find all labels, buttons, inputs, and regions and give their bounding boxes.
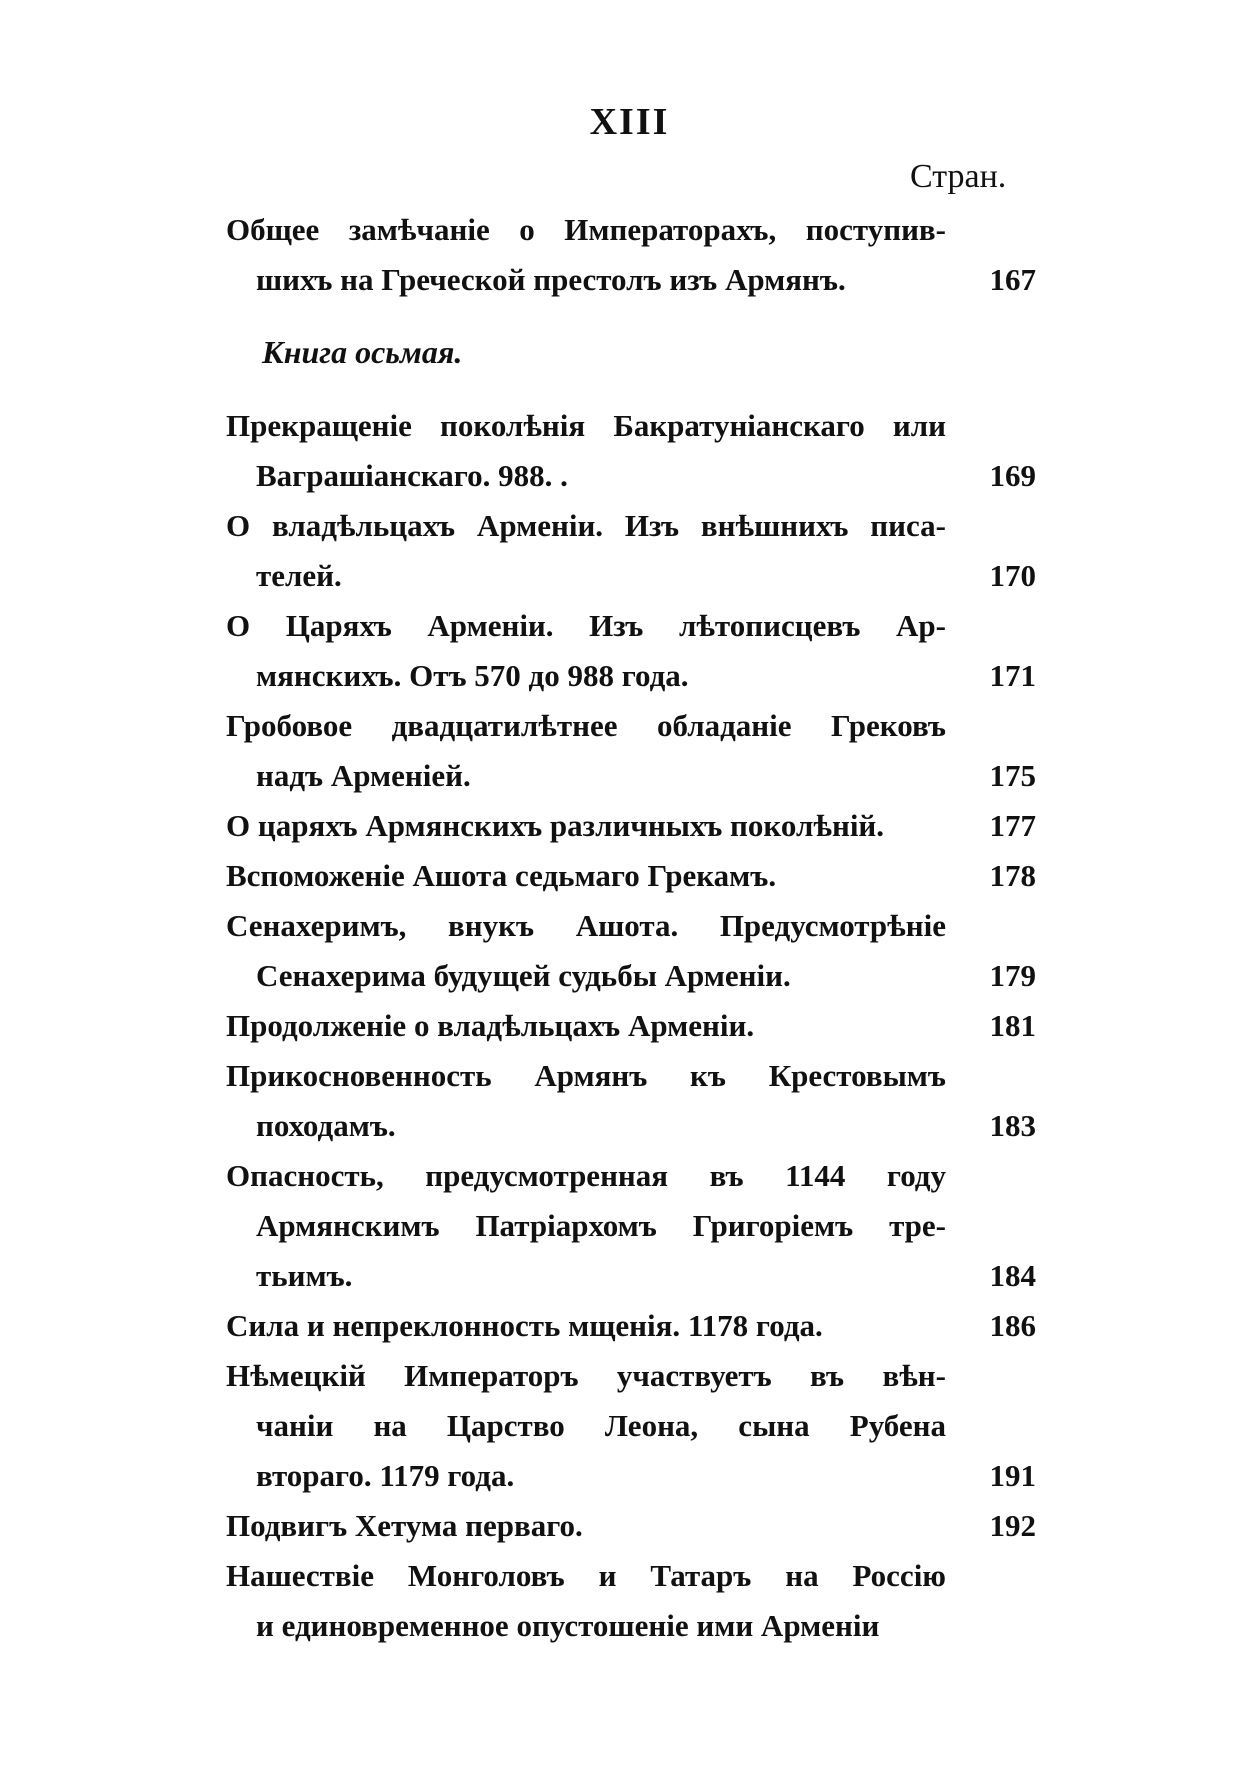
toc-entry-page: 171 (989, 658, 1036, 693)
toc-entry-line: втораго. 1179 года. (256, 1458, 515, 1493)
toc-entry-line: тьимъ. (256, 1258, 353, 1293)
toc-entry-line: Общее замѣчаніе о Императорахъ, поступив- (226, 212, 946, 247)
toc-entry (226, 1551, 1036, 1651)
toc-entry (226, 1351, 1036, 1501)
toc-entry-line: и единовременное опустошеніе ими Арменіи (256, 1608, 880, 1643)
page-column-header: Стран. (910, 158, 1007, 195)
toc-entry (226, 501, 1036, 601)
toc-entry-page: 177 (989, 808, 1036, 843)
page-number: XIII (589, 101, 670, 143)
toc-entry-line: Вспоможеніе Ашота седьмаго Грекамъ. (226, 858, 777, 893)
toc-entry-page: 170 (989, 558, 1036, 593)
toc-entry-page: 183 (989, 1108, 1036, 1143)
toc-entry (226, 1301, 1036, 1351)
toc-entry-page: 167 (989, 262, 1036, 297)
toc-entry-line: Нашествіе Монголовъ и Татаръ на Россію (226, 1558, 946, 1593)
toc-entry (226, 1151, 1036, 1301)
section-heading: Книга осьмая. (262, 334, 463, 370)
toc-entry-line: Гробовое двадцатилѣтнее обладаніе Грековъ (226, 708, 946, 743)
toc-entry-line: Сила и непреклонность мщенія. 1178 года. (226, 1308, 823, 1343)
toc-entry-line: Подвигъ Хетума перваго. (226, 1508, 583, 1543)
toc-entry-line: телей. (256, 558, 342, 593)
toc-entry-line: шихъ на Греческой престолъ изъ Армянъ. (256, 262, 846, 297)
toc-entry-page: 169 (989, 458, 1036, 493)
toc-entry-page: 192 (989, 1508, 1036, 1543)
toc-entry (226, 701, 1036, 801)
toc-entry (226, 1001, 1036, 1051)
toc-entry-line: Сенахерима будущей судьбы Арменіи. (256, 958, 791, 993)
toc-entry-page: 184 (989, 1258, 1036, 1293)
toc-entry-page: 178 (989, 858, 1036, 893)
toc-entry-line: О Царяхъ Арменіи. Изъ лѣтописцевъ Ар- (226, 608, 946, 643)
toc-entry-page: 186 (989, 1308, 1036, 1343)
toc-entry (226, 1051, 1036, 1151)
toc-entry-line: походамъ. (256, 1108, 396, 1143)
toc-entry-line: Сенахеримъ, внукъ Ашота. Предусмотрѣніе (226, 908, 946, 943)
toc-entry (226, 401, 1036, 501)
toc-entry (226, 901, 1036, 1001)
table-of-contents (226, 205, 1036, 1651)
toc-entry-line: Ваграшіанскаго. 988. . (256, 458, 568, 493)
toc-entry-page: 179 (989, 958, 1036, 993)
toc-entry-line: Нѣмецкій Императоръ участвуетъ въ вѣн- (226, 1358, 946, 1393)
toc-entry-page: 191 (989, 1458, 1036, 1493)
toc-entry-line: Прекращеніе поколѣнія Бакратуніанскаго или (226, 408, 946, 443)
toc-entry-line: Прикосновенность Армянъ къ Крестовымъ (226, 1058, 946, 1093)
toc-entry (226, 801, 1036, 851)
toc-entry (226, 1501, 1036, 1551)
toc-entry-line: мянскихъ. Отъ 570 до 988 года. (256, 658, 689, 693)
toc-entry-line: О царяхъ Армянскихъ различныхъ поколѣній. (226, 808, 885, 843)
toc-entry-line: Опасность, предусмотренная въ 1144 году (226, 1158, 946, 1193)
toc-entry (226, 601, 1036, 701)
toc-entry-line: надъ Арменіей. (256, 758, 471, 793)
toc-entry (226, 851, 1036, 901)
toc-entries (226, 401, 1036, 1651)
toc-entry-page: 181 (989, 1008, 1036, 1043)
toc-entry-line: Армянскимъ Патріархомъ Григоріемъ тре- (256, 1208, 946, 1243)
toc-entry-line: О владѣльцахъ Арменіи. Изъ внѣшнихъ писа- (226, 508, 946, 543)
toc-entry-line: чаніи на Царство Леона, сына Рубена (256, 1408, 946, 1443)
toc-entry-page: 175 (989, 758, 1036, 793)
toc-entry-line: Продолженіе о владѣльцахъ Арменіи. (226, 1008, 755, 1043)
toc-entry (226, 205, 1036, 305)
